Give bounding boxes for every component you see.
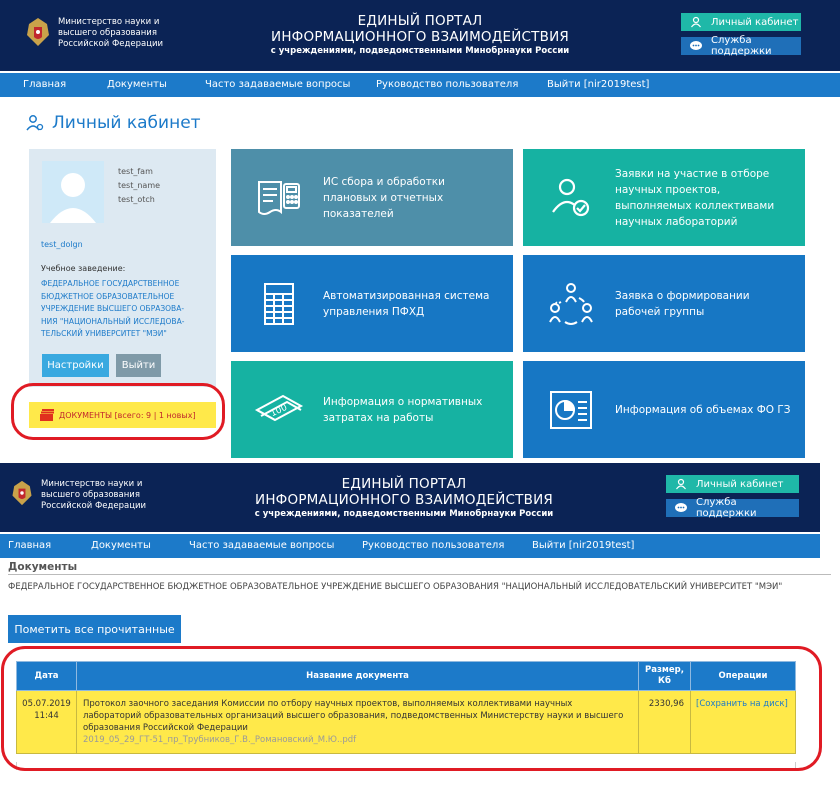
team-icon xyxy=(545,278,597,330)
nav-logout[interactable]: Выйти [nir2019test] xyxy=(532,540,635,551)
user-settings-icon xyxy=(26,114,44,132)
personal-cabinet-button[interactable] xyxy=(666,475,799,493)
tile-label xyxy=(615,166,774,230)
divider xyxy=(8,574,831,575)
ministry-line: высшего образования xyxy=(41,490,140,500)
document-date-day: 05.07.2019 xyxy=(22,699,71,709)
nav-faq[interactable]: Часто задаваемые вопросы xyxy=(205,79,351,90)
main-nav xyxy=(0,73,840,97)
tile-label-line: Информация о нормативных xyxy=(323,395,483,408)
column-header-date: Дата xyxy=(17,662,77,691)
ministry-line: Российской Федерации xyxy=(41,501,147,511)
page-title xyxy=(26,113,201,133)
profile-patronymic: test_otch xyxy=(118,195,155,204)
report-chart-icon xyxy=(545,384,597,436)
svg-text:100: 100 xyxy=(269,402,289,419)
profile-name xyxy=(118,165,160,207)
tile-label xyxy=(615,402,790,418)
portal-title xyxy=(234,476,574,520)
chat-icon xyxy=(674,501,688,515)
tile-label-line: научных лабораторий xyxy=(615,215,738,228)
user-icon xyxy=(689,15,703,29)
document-title[interactable]: Протокол заочного заседания Комиссии по отбору научных проектов, выполняемых коллективами научных лабораторий образовательных организаций высшего образования, подведомственных Министерству науки и высшего образования Российской Федерации xyxy=(83,699,624,733)
tile-normative-costs[interactable] xyxy=(231,361,513,458)
personal-cabinet-label: Личный кабинет xyxy=(711,16,799,28)
page-title-text: Личный кабинет xyxy=(52,113,201,133)
tile-label-line: показателей xyxy=(323,207,394,220)
main-nav xyxy=(0,534,820,558)
support-button[interactable] xyxy=(666,499,799,517)
user-check-icon xyxy=(545,172,597,224)
support-label: Служба поддержки xyxy=(711,35,772,57)
nav-documents[interactable]: Документы xyxy=(107,79,167,90)
ministry-name xyxy=(58,17,163,50)
institution-label: Учебное заведение: xyxy=(41,264,126,273)
nav-logout[interactable]: Выйти [nir2019test] xyxy=(547,79,650,90)
portal-subtitle: с учреждениями, подведомственными Минобрнауки России xyxy=(254,509,554,519)
nav-documents[interactable]: Документы xyxy=(91,540,151,551)
tile-label xyxy=(615,288,750,320)
tile-is-sbora[interactable] xyxy=(231,149,513,246)
ministry-line: Министерство науки и xyxy=(58,17,160,27)
tile-label-line: плановых и отчетных xyxy=(323,191,444,204)
header xyxy=(0,463,820,532)
document-filename: 2019_05_29_ГТ-51_пр_Трубников_Г.В._Романовский_М.Ю..pdf xyxy=(83,735,357,745)
institution-line: БЮДЖЕТНОЕ ОБРАЗОВАТЕЛЬНОЕ xyxy=(41,291,175,301)
profile-lastname: test_fam xyxy=(118,167,153,176)
document-date-time: 11:44 xyxy=(34,711,59,721)
documents-bar-label: ДОКУМЕНТЫ [всего: 9 | 1 новых] xyxy=(59,410,196,420)
ministry-line: Российской Федерации xyxy=(58,39,164,49)
nav-user-guide[interactable]: Руководство пользователя xyxy=(376,79,519,90)
portal-title-line1: ЕДИНЫЙ ПОРТАЛ xyxy=(357,13,483,29)
personal-cabinet-button[interactable] xyxy=(681,13,801,31)
document-calculator-icon xyxy=(253,172,305,224)
coat-of-arms-icon xyxy=(23,15,53,49)
support-label: Служба поддержки xyxy=(696,497,757,519)
tile-label xyxy=(323,288,489,320)
profile-position: test_dolgn xyxy=(41,240,83,249)
tile-working-group[interactable] xyxy=(523,255,805,352)
profile-card xyxy=(29,149,216,387)
save-to-disk-link[interactable]: [Сохранить на диск] xyxy=(691,691,796,754)
tile-label-line: Заявки на участие в отборе xyxy=(615,167,770,180)
coat-of-arms-icon xyxy=(9,478,35,508)
chat-icon xyxy=(689,39,703,53)
portal-title-line2: ИНФОРМАЦИОННОГО ВЗАИМОДЕЙСТВИЯ xyxy=(255,492,553,508)
tile-label-line: рабочей группы xyxy=(615,305,705,318)
institution-line: ТЕЛЬСКИЙ УНИВЕРСИТЕТ "МЭИ" xyxy=(41,329,167,338)
tile-label xyxy=(323,394,482,426)
profile-firstname: test_name xyxy=(118,181,161,190)
column-header-size: Размер, Кб xyxy=(639,662,691,691)
tile-label-line: Автоматизированная система xyxy=(323,289,490,302)
tile-pfhd[interactable] xyxy=(231,255,513,352)
column-header-operations: Операции xyxy=(691,662,796,691)
institution-line: УЧРЕЖДЕНИЕ ВЫСШЕГО ОБРАЗОВА- xyxy=(41,304,185,313)
tile-label-line: Заявка о формировании xyxy=(615,289,750,302)
documents-heading: Документы xyxy=(8,561,78,573)
tile-label-line: затратах на работы xyxy=(323,411,434,424)
portal-title-line1: ЕДИНЫЙ ПОРТАЛ xyxy=(341,476,467,492)
ministry-line: высшего образования xyxy=(58,28,157,38)
institution-line: ФЕДЕРАЛЬНОЕ ГОСУДАРСТВЕННОЕ xyxy=(41,279,180,288)
tile-label xyxy=(323,174,445,222)
annotation-circle xyxy=(1,646,822,771)
money-icon xyxy=(253,384,305,436)
portal-title-line2: ИНФОРМАЦИОННОГО ВЗАИМОДЕЙСТВИЯ xyxy=(271,29,569,45)
nav-faq[interactable]: Часто задаваемые вопросы xyxy=(189,540,335,551)
ministry-name xyxy=(41,479,146,512)
tile-label-line: выполняемых коллективами xyxy=(615,199,775,212)
ministry-line: Министерство науки и xyxy=(41,479,143,489)
portal-title xyxy=(250,13,590,57)
tile-fo-gz[interactable] xyxy=(523,361,805,458)
tile-label-line: ИС сбора и обработки xyxy=(323,175,445,188)
nav-home[interactable]: Главная xyxy=(23,79,67,90)
portal-subtitle: с учреждениями, подведомственными Минобрнауки России xyxy=(270,46,570,56)
tile-zayavki-otbor[interactable] xyxy=(523,149,805,246)
document-size: 2330,96 xyxy=(639,691,691,754)
spreadsheet-icon xyxy=(253,278,305,330)
avatar xyxy=(42,161,104,223)
column-header-title: Название документа xyxy=(77,662,639,691)
institution-line: НИЯ "НАЦИОНАЛЬНЫЙ ИССЛЕДОВА- xyxy=(41,316,185,326)
nav-user-guide[interactable]: Руководство пользователя xyxy=(362,540,505,551)
support-button[interactable] xyxy=(681,37,801,55)
tile-label-line: управления ПФХД xyxy=(323,305,425,318)
annotation-circle xyxy=(11,383,225,440)
logout-button[interactable]: Выйти xyxy=(116,354,161,377)
user-icon xyxy=(674,477,688,491)
organization-name: ФЕДЕРАЛЬНОЕ ГОСУДАРСТВЕННОЕ БЮДЖЕТНОЕ ОБРАЗОВАТЕЛЬНОЕ УЧРЕЖДЕНИЕ ВЫСШЕГО ОБРАЗОВАНИЯ "НАЦИОНАЛЬНЫЙ ИССЛЕДОВАТЕЛЬСКИЙ УНИВЕРСИТЕТ "МЭИ" xyxy=(8,582,783,592)
nav-home[interactable]: Главная xyxy=(8,540,52,551)
mark-all-read-button[interactable]: Пометить все прочитанные xyxy=(8,615,181,643)
personal-cabinet-label: Личный кабинет xyxy=(696,478,784,490)
header xyxy=(0,0,840,71)
tile-label-line: научных проектов, xyxy=(615,183,721,196)
settings-button[interactable]: Настройки xyxy=(42,354,109,377)
institution-name xyxy=(41,278,206,341)
tile-label-line: Информация об объемах ФО ГЗ xyxy=(615,403,791,416)
